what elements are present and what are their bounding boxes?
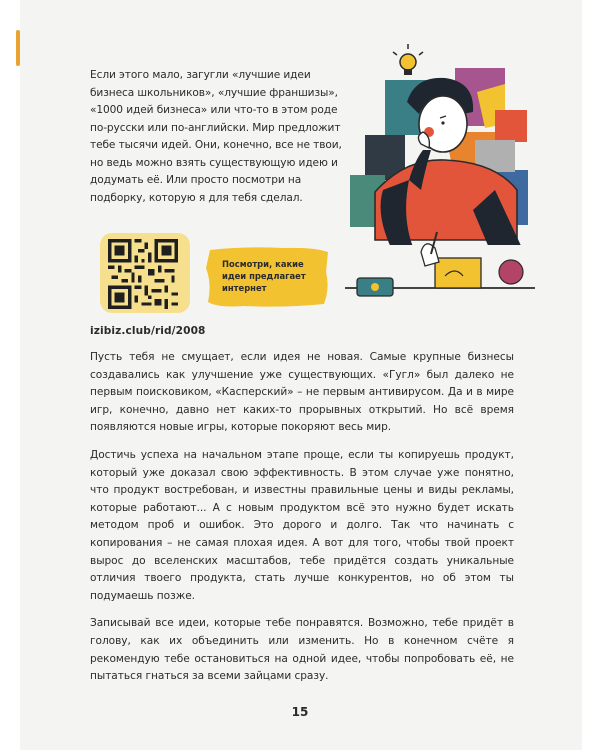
callout-text: Посмотри, какие идеи предлагает интернет: [222, 259, 306, 293]
page-edge-tab: [16, 30, 20, 66]
qr-code-icon[interactable]: [108, 239, 178, 309]
paragraph: Достичь успеха на начальном этапе проще, если ты копируешь продукт, который уже доказал свою эффективность. В этом случае уже понятно, что продукт востребован, и известны правильные цены и виды рекламы, которые работают... А с новым продуктом всё это нужно будет искать методом проб и ошибок. Это дорого и долго. Так что начинать с копирования – не самая плохая идея. А вот для того, чтобы твой проект вырос до вселенских масштабов, тебе придётся создать уникальные отличия твоего продукта, стать лучше конкурентов, но об этом ты подумаешь позже.: [90, 448, 514, 602]
thinking-person-illustration: [345, 40, 535, 305]
lightbulb-icon: [393, 44, 423, 75]
page-number: 15: [291, 705, 309, 719]
qr-callout: [204, 244, 332, 310]
intro-text: Если этого мало, загугли «лучшие идеи бизнеса школьников», «лучшие франшизы», «1000 идей бизнеса» или что-то в этом роде по-русски или по-английски. Мир предложит тебе тысячи идей. Они, конечно, все не твои, но ведь можно взять существующую идею и додумать её. Или просто посмотри на подборку, которую я для тебя сделал.: [90, 69, 342, 204]
bg-tile-red: [495, 110, 527, 142]
qr-code-block: [100, 233, 190, 313]
intro-paragraph: [90, 67, 348, 207]
ball: [499, 260, 523, 284]
qr-link[interactable]: izibiz.club/rid/2008: [90, 325, 206, 337]
paragraph: Пусть тебя не смущает, если идея не новая. Самые крупные бизнесы создавались как улучшение уже существующих. «Гугл» был далеко не первым поисковиком, «Касперский» – не первым антивирусом. Да и в мире игр, конечно, давно нет каких-то прорывных открытий. Но всё время появляются новые игры, которые покоряют весь мир.: [90, 351, 514, 434]
notebook: [435, 258, 481, 288]
body-text: [90, 349, 514, 696]
paragraph: Записывай все идеи, которые тебе понравятся. Возможно, тебе придёт в голову, как их объединить или изменить. Но в конечном счёте я рекомендую тебе остановиться на одной идее, чтобы попробовать её, не пытаться гнаться за всеми зайцами сразу.: [90, 617, 514, 683]
